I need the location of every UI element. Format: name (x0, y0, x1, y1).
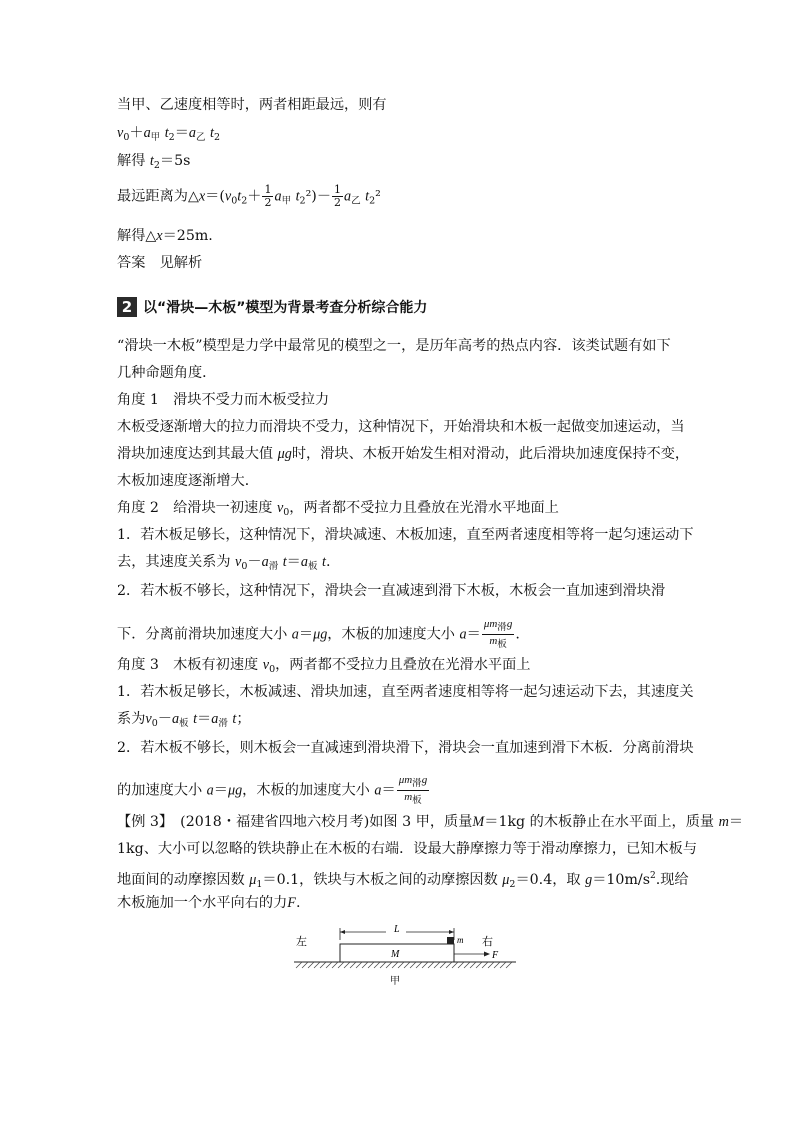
block-m (447, 937, 454, 944)
angle-3-point-2-line-1: 2．若木板不够长，则木板会一直减速到滑块滑下，滑块会一直加速到滑下木板．分离前滑块 (117, 740, 694, 756)
angle-2-title: 角度 2 给滑块一初速度 $v_0$，两者都不受拉力且叠放在光滑水平地面上 (117, 500, 559, 518)
fraction-half: $\frac{1}{2}$ (264, 183, 272, 209)
M-label: M (391, 949, 400, 960)
ground-hatching (296, 962, 512, 968)
example-line-4: 木板施加一个水平向右的力F. (117, 895, 301, 911)
angle-2-point-2-line-1: 2．若木板不够长，这种情况下，滑块会一直减速到滑下木板，木板会一直加速到滑块滑 (117, 583, 666, 599)
L-label: L (394, 924, 400, 935)
angle-3-title: 角度 3 木板有初速度 $v_0$，两者都不受拉力且叠放在光滑水平面上 (117, 657, 531, 675)
arrowhead-left (340, 930, 345, 934)
solution-time-result: 解得 $t_2=5s$ (117, 153, 191, 171)
solution-distance-result: 解得△x＝25m. (117, 228, 213, 244)
intro-line-1: “滑块一木板”模型是力学中最常见的模型之一，是历年高考的热点内容．该类试题有如下 (117, 338, 671, 354)
angle-2-point-2-line-2: 下．分离前滑块加速度大小 a＝μg，木板的加速度大小 a＝ $\frac{\text{μm滑g}}{\text{m板}}$ . (117, 618, 520, 650)
answer-line: 答案 见解析 (117, 255, 203, 271)
angle-1-line-2: 滑块加速度达到其最大值 μg时，滑块、木板开始发生相对滑动，此后滑块加速度保持不变， (117, 446, 690, 462)
equation-velocity-equal: $v_0+a_甲$ $t_2=a_乙$ $t_2$ (117, 125, 221, 143)
left-label: 左 (296, 935, 307, 948)
m-label: m (457, 935, 464, 945)
board-acceleration-fraction: $\frac{\text{μm滑g}}{\text{m板}}$ (398, 774, 428, 806)
intro-line-2: 几种命题角度． (117, 365, 217, 381)
example-line-2: 1kg、大小可以忽略的铁块静止在木板的右端．设最大静摩擦力等于滑动摩擦力，已知木板与 (117, 841, 698, 857)
example-line-1: 【例 3】 (2018・福建省四地六校月考)如图 3 甲，质量M＝1kg 的木板静止在水平面上，质量 m＝ (117, 814, 744, 830)
right-label: 右 (482, 935, 493, 948)
section-title: 以“滑块—木板”模型为背景考查分析综合能力 (143, 300, 428, 316)
arrowhead-right (449, 930, 454, 934)
F-label: F (492, 950, 499, 961)
equation-max-distance: 最远距离为$\triangle x=(v_0t_2+$ $\frac{1}{2}$ $a_甲$ $t_2^2)-$ $\frac{1}{2}$ $a_乙$ $t_2^2$ (117, 183, 381, 209)
angle-3-point-2-line-2: 的加速度大小 a＝μg，木板的加速度大小 a＝ $\frac{\text{μm滑g}}{\text{m板}}$ (117, 774, 428, 806)
angle-1-title: 角度 1 滑块不受力而木板受拉力 (117, 392, 330, 408)
angle-1-line-3: 木板加速度逐渐增大． (117, 473, 259, 489)
angle-3-point-1-line-2: 系为$v_0-a_板$ $t=a_滑$ t； (117, 711, 251, 729)
section-number-badge: 2 (117, 297, 137, 317)
angle-3-point-1-line-1: 1．若木板足够长，木板减速、滑块加速，直至两者速度相等将一起匀速运动下去，其速度关 (117, 684, 694, 700)
force-arrowhead (484, 952, 490, 957)
section-heading (117, 296, 427, 318)
figure-caption: 甲 (390, 976, 400, 987)
angle-2-point-1-line-2: 去，其速度关系为 $v_0-a_滑$ $t=a_板$ t. (117, 554, 331, 572)
example-line-3: 地面间的动摩擦因数 $\mu_1=0.1$，铁块与木板之间的动摩擦因数 $\mu_2=0.4$，取 $g=10m/s^2$.现给 (117, 871, 689, 890)
fraction-half: $\frac{1}{2}$ (334, 183, 342, 209)
board-block-diagram (290, 918, 520, 990)
angle-2-point-1-line-1: 1．若木板足够长，这种情况下，滑块减速、木板加速，直至两者速度相等将一起匀速运动下 (117, 527, 694, 543)
board-acceleration-fraction: $\frac{\text{μm滑g}}{\text{m板}}$ (483, 618, 513, 650)
solution-line-1: 当甲、乙速度相等时，两者相距最远，则有 (117, 97, 387, 113)
angle-1-line-1: 木板受逐渐增大的拉力而滑块不受力，这种情况下，开始滑块和木板一起做变加速运动，当 (117, 419, 685, 435)
